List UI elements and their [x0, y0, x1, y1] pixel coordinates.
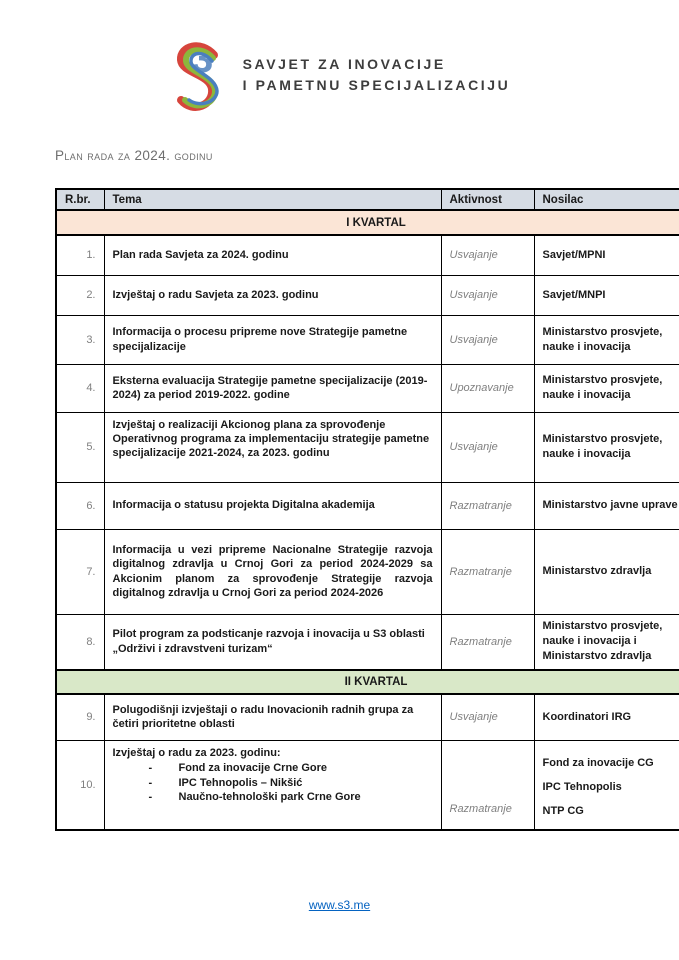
- activity-text: Usvajanje: [449, 333, 498, 346]
- website-link[interactable]: www.s3.me: [308, 898, 371, 912]
- s3-logo-icon: [169, 36, 227, 114]
- header-nosilac: Nosilac: [534, 189, 679, 210]
- row-number-cell: [56, 315, 104, 364]
- activity-cell: [441, 275, 534, 315]
- row-number-cell: [56, 694, 104, 740]
- topic-text: Informacija u vezi pripreme Nacionalne Strategije razvoja digitalnog zdravlja u Crnoj Gori za period 2024-2029 sa Akcionim planom za sprovođenje Strategije razvoja digitalnog zdravlja u Crnoj Gori za period 2024-2026: [112, 543, 433, 599]
- row-number-cell: [56, 529, 104, 614]
- holder-cell: [534, 235, 679, 275]
- activity-cell: [441, 529, 534, 614]
- holder-text: Koordinatori IRG: [542, 710, 632, 723]
- holder-text: Ministarstvo prosvjete, nauke i inovacija: [542, 433, 663, 460]
- topic-cell: [104, 482, 441, 529]
- activity-cell: [441, 740, 534, 830]
- activity-cell: [441, 412, 534, 482]
- table-row: [56, 235, 679, 275]
- holder-cell: [534, 614, 679, 670]
- topic-bullet-list: [113, 761, 433, 806]
- activity-text: Upoznavanje: [449, 382, 514, 394]
- table-row: [56, 412, 679, 482]
- holder-cell: [534, 482, 679, 529]
- row-number-cell: [56, 482, 104, 529]
- row-number-cell: [56, 275, 104, 315]
- activity-cell: [441, 364, 534, 412]
- logo-title-line2: I PAMETNU SPECIJALIZACIJU: [242, 77, 511, 93]
- table-header-row: [56, 189, 679, 210]
- header-tema: Tema: [104, 189, 441, 210]
- page-title: Plan rada za 2024. godinu: [55, 148, 213, 163]
- table-row: [56, 740, 679, 830]
- activity-text: Usvajanje: [449, 441, 498, 453]
- holder-cell: [534, 275, 679, 315]
- activity-cell: [441, 694, 534, 740]
- holder-text: Savjet/MNPI: [542, 288, 606, 301]
- row-number: 7.: [86, 565, 96, 578]
- section-row-q1: [56, 210, 679, 235]
- page-footer: [0, 896, 679, 914]
- holder-cell: [534, 412, 679, 482]
- topic-text: Eksterna evaluacija Strategije pametne specijalizacije (2019-2024) za period 2019-2022. godine: [112, 374, 428, 401]
- section-label-q1: I KVARTAL: [56, 210, 679, 235]
- topic-text: Izvještaj o realizaciji Akcionog plana za sprovođenje Operativnog programa za implementaciju strategije pametne specijalizacije 2021-2024, za 2023. godinu: [112, 418, 430, 460]
- holder-text: Fond za inovacije CG: [542, 756, 654, 769]
- activity-text: Razmatranje: [449, 499, 512, 512]
- table-row: [56, 529, 679, 614]
- activity-cell: [441, 614, 534, 670]
- table-row: [56, 275, 679, 315]
- bullet-marker: -: [148, 791, 153, 804]
- topic-cell: [104, 412, 441, 482]
- topic-text: Pilot program za podsticanje razvoja i inovacija u S3 oblasti „Održivi i zdravstveni turizam“: [112, 628, 425, 655]
- logo-title-line1: SAVJET ZA INOVACIJE: [242, 56, 446, 72]
- holder-cell: [534, 315, 679, 364]
- topic-text: Informacija o procesu pripreme nove Strategije pametne specijalizacije: [112, 326, 408, 353]
- holder-text: Ministarstvo prosvjete, nauke i inovacija: [542, 325, 663, 353]
- row-number: 1.: [86, 249, 96, 262]
- row-number-cell: [56, 614, 104, 670]
- holder-cell: [534, 364, 679, 412]
- holder-text: IPC Tehnopolis: [542, 780, 622, 793]
- holder-text: Ministarstvo prosvjete, nauke i inovacija: [542, 374, 663, 401]
- activity-text: Razmatranje: [449, 565, 512, 578]
- bullet-marker: -: [148, 761, 153, 774]
- activity-cell: [441, 482, 534, 529]
- section-label-q2: II KVARTAL: [56, 670, 679, 694]
- row-number: 10.: [80, 778, 96, 791]
- row-number: 8.: [86, 635, 96, 648]
- bullet-item: [113, 790, 433, 805]
- activity-text: Usvajanje: [449, 711, 498, 724]
- section-row-q2: [56, 670, 679, 694]
- activity-text: Usvajanje: [449, 249, 498, 262]
- table-row: [56, 364, 679, 412]
- row-number: 9.: [86, 711, 96, 724]
- topic-text: Izvještaj o radu Savjeta za 2023. godinu: [112, 288, 319, 301]
- bullet-text: Fond za inovacije Crne Gore: [178, 761, 328, 774]
- topic-cell: [104, 275, 441, 315]
- activity-cell: [441, 315, 534, 364]
- bullet-text: IPC Tehnopolis – Nikšić: [178, 776, 303, 789]
- holder-cell: [534, 529, 679, 614]
- holder-text: Ministarstvo prosvjete, nauke i inovacija i Ministarstvo zdravlja: [542, 620, 663, 663]
- topic-cell: [104, 315, 441, 364]
- topic-text: Plan rada Savjeta za 2024. godinu: [112, 249, 289, 262]
- topic-cell: [104, 694, 441, 740]
- topic-cell: [104, 529, 441, 614]
- topic-cell: [104, 235, 441, 275]
- row-number: 5.: [86, 441, 96, 453]
- activity-text: Razmatranje: [449, 635, 512, 648]
- row-number: 3.: [86, 333, 96, 346]
- row-number-cell: [56, 740, 104, 830]
- holder-cell: [534, 694, 679, 740]
- holder-text: Ministarstvo zdravlja: [542, 565, 652, 578]
- svg-text:3: 3: [190, 37, 213, 81]
- table-row: [56, 315, 679, 364]
- row-number: 2.: [86, 289, 96, 301]
- table-row: [56, 694, 679, 740]
- table-row: [56, 482, 679, 529]
- holder-text: Savjet/MPNI: [542, 248, 606, 261]
- logo: [0, 36, 679, 114]
- bullet-item: [113, 776, 433, 791]
- activity-text: Usvajanje: [449, 289, 498, 301]
- topic-cell: [104, 740, 441, 830]
- row-number-cell: [56, 364, 104, 412]
- holder-cell: [534, 740, 679, 830]
- row-number: 4.: [86, 382, 96, 394]
- activity-cell: [441, 235, 534, 275]
- topic-text: Informacija o statusu projekta Digitalna akademija: [112, 499, 375, 512]
- table-row: [56, 614, 679, 670]
- header-aktivnost: Aktivnost: [441, 189, 534, 210]
- topic-cell: [104, 614, 441, 670]
- holder-text: NTP CG: [542, 804, 584, 817]
- logo-text: [243, 54, 511, 96]
- row-number-cell: [56, 412, 104, 482]
- row-number: 6.: [86, 499, 96, 512]
- row-number-cell: [56, 235, 104, 275]
- bullet-item: [113, 761, 433, 776]
- activity-text: Razmatranje: [449, 803, 512, 815]
- topic-cell: [104, 364, 441, 412]
- work-plan-table: [55, 188, 679, 831]
- holder-text: Ministarstvo javne uprave: [542, 499, 678, 512]
- topic-intro: Izvještaj o radu za 2023. godinu:: [112, 746, 281, 759]
- header-rbr: R.br.: [56, 189, 104, 210]
- topic-text: Polugodišnji izvještaji o radu Inovacionih radnih grupa za četiri prioritetne oblasti: [112, 703, 414, 731]
- bullet-text: Naučno-tehnološki park Crne Gore: [178, 791, 361, 804]
- bullet-marker: -: [148, 776, 153, 789]
